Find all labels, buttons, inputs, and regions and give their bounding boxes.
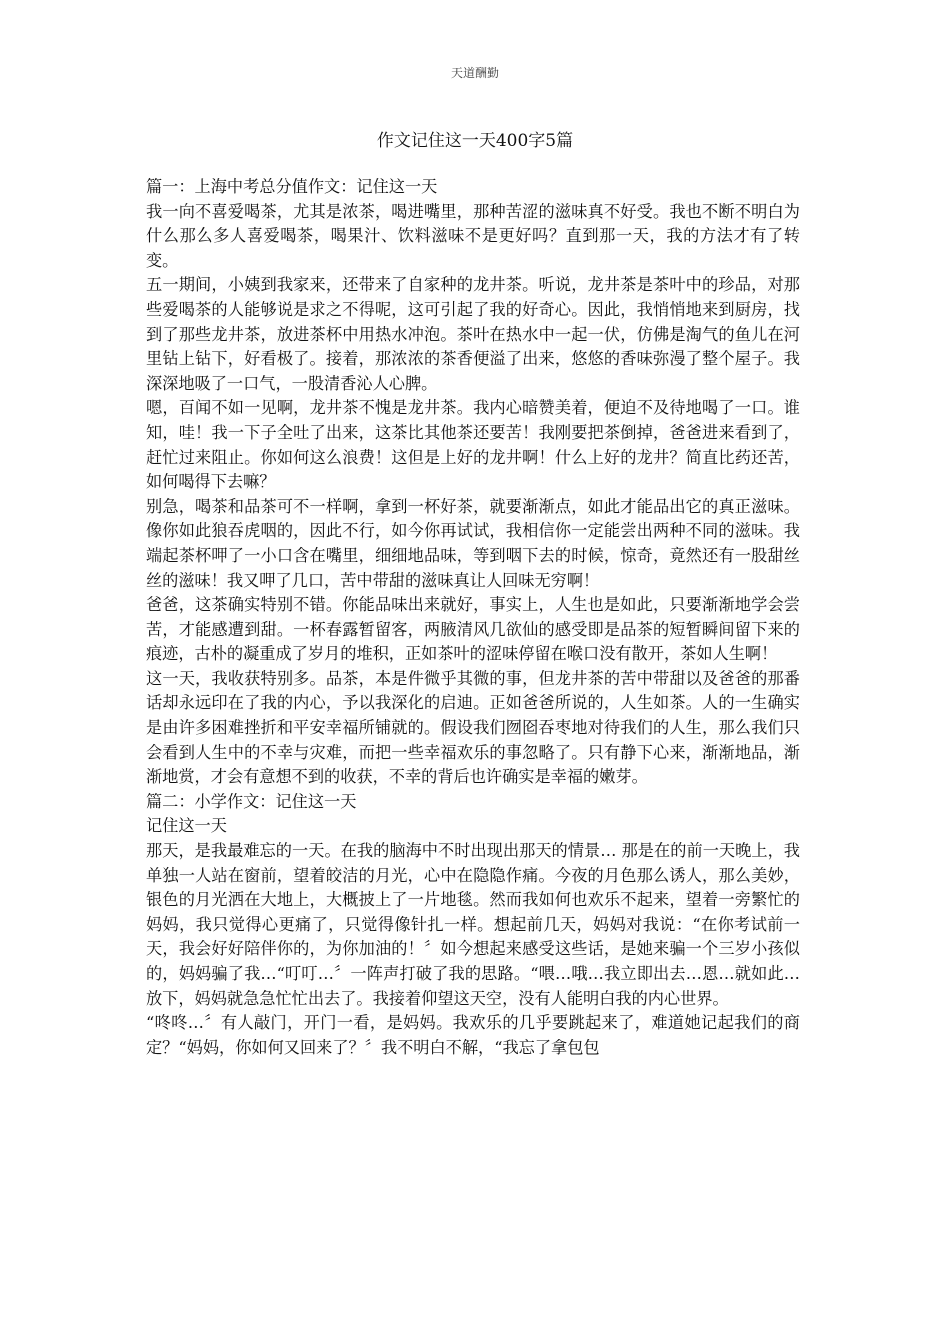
paragraph: 别急，喝茶和品茶可不一样啊，拿到一杯好茶，就要渐渐点，如此才能品出它的真正滋味。像你如此狼吞虎咽的，因此不行，如今你再试试，我相信你一定能尝出两种不同的滋味。我端起茶杯呷了一小口含在嘴里，细细地品味，等到咽下去的时候，惊奇，竟然还有一股甜丝丝的滋味！我又呷了几口，苦中带甜的滋味真让人回味无穷啊！ [146, 496, 800, 590]
paragraph: 那天，是我最难忘的一天。在我的脑海中不时出现出那天的情景… 那是在的前一天晚上，我单独一人站在窗前，望着皎洁的月光，心中在隐隐作痛。今夜的月色那么诱人，那么美妙，银色的月光洒在大地上，大概披上了一片地毯。然而我如何也欢乐不起来，望着一旁繁忙的妈妈，我只觉得心更痛了，只觉得像针扎一样。想起前几天，妈妈对我说：“在你考试前一天，我会好好陪伴你的，为你加油的！〞如今想起来感受这些话，是她来骗一个三岁小孩似的，妈妈骗了我…“叮叮…〞一阵声打破了我的思路。“喂…哦…我立即出去…恩…就如此…放下，妈妈就急急忙忙出去了。我接着仰望这天空，没有人能明白我的内心世界。 [146, 841, 800, 1008]
document-title: 作文记住这一天400字5篇 [376, 131, 574, 151]
section-heading-2: 篇二：小学作文：记住这一天 [146, 791, 357, 811]
document-body [146, 175, 800, 1060]
paragraph: 嗯，百闻不如一见啊，龙井茶不愧是龙井茶。我内心暗赞美着，便迫不及待地喝了一口。谁知，哇！我一下子全吐了出来，这茶比其他茶还要苦！我刚要把茶倒掉，爸爸进来看到了，赶忙过来阻止。你如何这么浪费！这但是上好的龙井啊！什么上好的龙井？简直比药还苦，如何喝得下去嘛？ [146, 398, 800, 492]
paragraph: 这一天，我收获特别多。品茶，本是件微乎其微的事，但龙井茶的苦中带甜以及爸爸的那番话却永远印在了我的内心，予以我深化的启迪。正如爸爸所说的，人生如茶。人的一生确实是由许多困难挫折和平安幸福所铺就的。假设我们囫囵吞枣地对待我们的人生，那么我们只会看到人生中的不幸与灾难，而把一些幸福欢乐的事忽略了。只有静下心来，渐渐地品，渐渐地赏，才会有意想不到的收获，不幸的背后也许确实是幸福的嫩芽。 [146, 668, 800, 787]
paragraph: 爸爸，这茶确实特别不错。你能品味出来就好，事实上，人生也是如此，只要渐渐地学会尝苦，才能感遭到甜。一杯春露暂留客，两腋清风几欲仙的感受即是品茶的短暂瞬间留下来的痕迹，古朴的凝重成了岁月的堆积，正如茶叶的涩味停留在喉口没有散开，茶如人生啊！ [146, 595, 800, 664]
paragraph: “咚咚…〞有人敲门，开门一看，是妈妈。我欢乐的几乎要跳起来了，难道她记起我们的商定？“妈妈，你如何又回来了？〞我不明白不解，“我忘了拿包包 [146, 1013, 800, 1057]
page-header: 天道酬勤 [450, 66, 499, 80]
section-heading-1: 篇一：上海中考总分值作文：记住这一天 [146, 177, 438, 196]
paragraph: 我一向不喜爱喝茶，尤其是浓茶，喝进嘴里，那种苦涩的滋味真不好受。我也不断不明白为什么那么多人喜爱喝茶，喝果汁、饮料滋味不是更好吗？直到那一天，我的方法才有了转变。 [146, 201, 800, 270]
paragraph: 五一期间，小姨到我家来，还带来了自家种的龙井茶。听说，龙井茶是茶叶中的珍品，对那些爱喝茶的人能够说是求之不得呢，这可引起了我的好奇心。因此，我悄悄地来到厨房，找到了那些龙井茶，放进茶杯中用热水冲泡。茶叶在热水中一起一伏，仿佛是淘气的鱼儿在河里钻上钻下，好看极了。接着，那浓浓的茶香便溢了出来，悠悠的香味弥漫了整个屋子。我深深地吸了一口气，一股清香沁人心脾。 [146, 275, 800, 393]
essay-title: 记住这一天 [146, 816, 227, 836]
